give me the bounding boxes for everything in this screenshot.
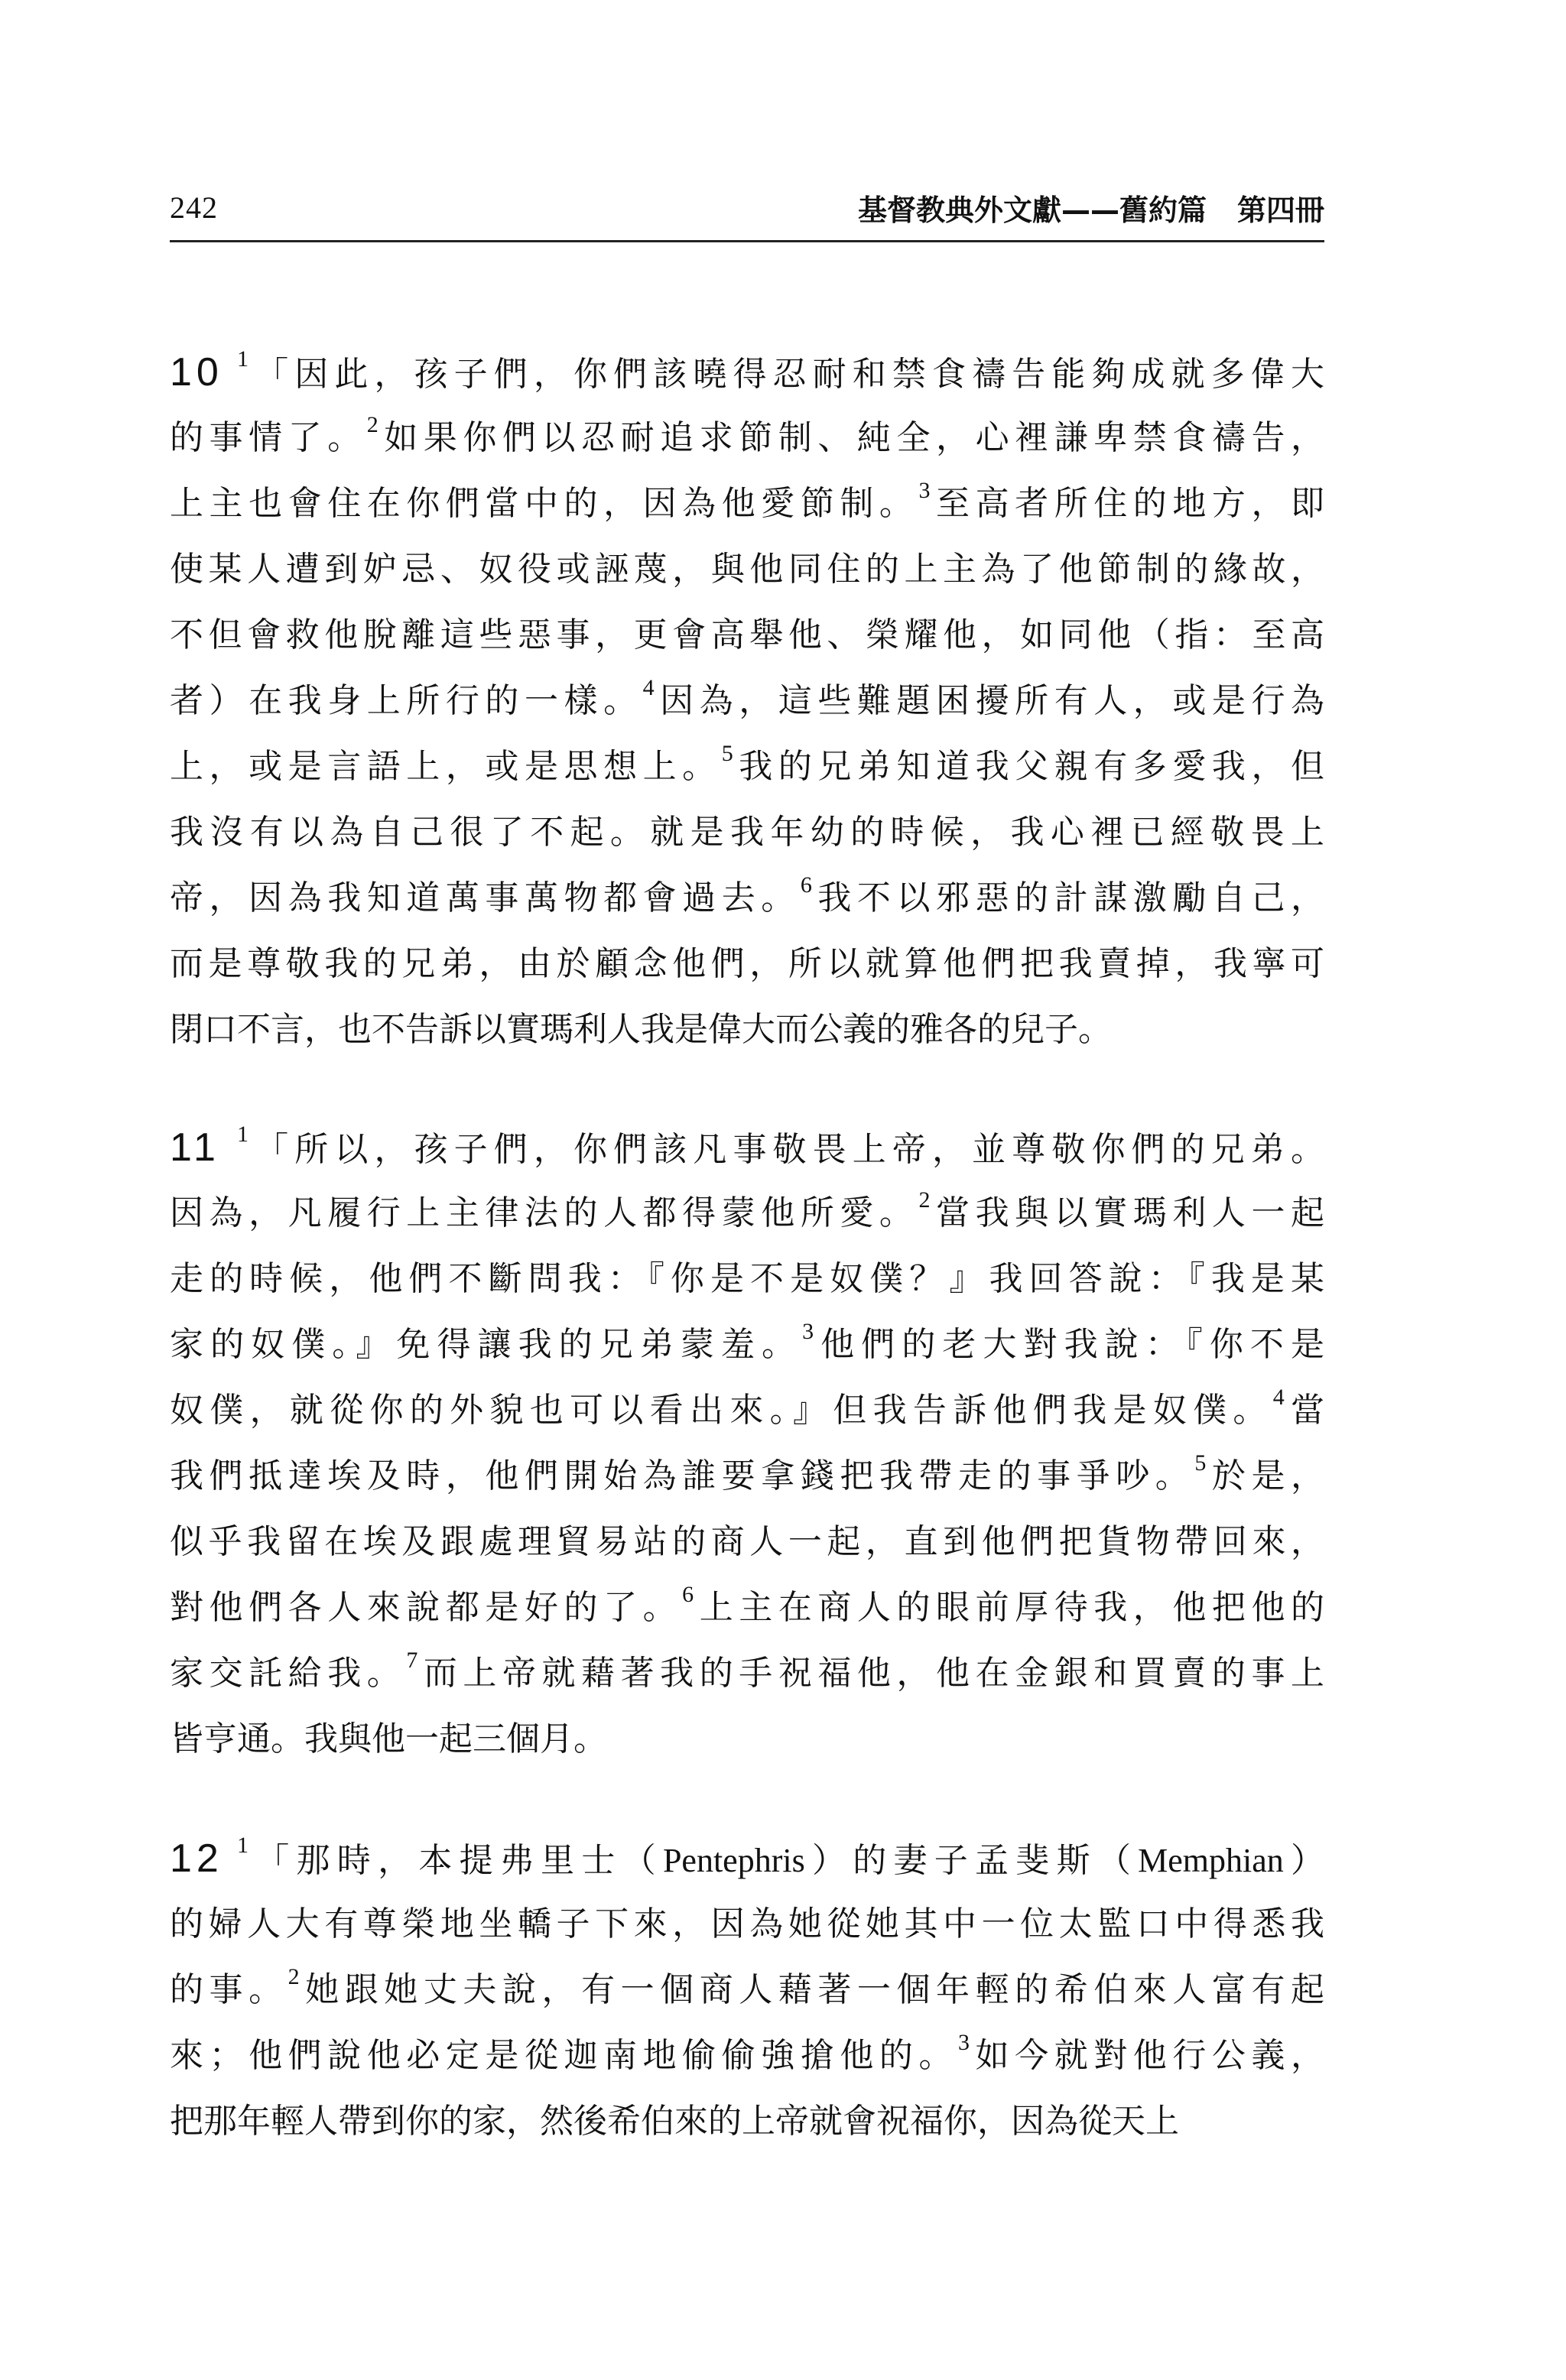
text-line	[170, 931, 1324, 997]
text-segment: 上，或是言語上，或是思想上。	[170, 747, 722, 786]
latin-name: Memphian	[1138, 1842, 1284, 1879]
text-line	[170, 602, 1324, 668]
text-line	[170, 1891, 1324, 1957]
book-title: 基督教典外文獻	[857, 193, 1061, 227]
running-header	[170, 182, 1324, 242]
text-line	[170, 1641, 1324, 1706]
text-line	[170, 2089, 1324, 2154]
text-line	[170, 1115, 1324, 1180]
text-segment: 皆亨通。我與他一起三個月。	[170, 1719, 607, 1758]
text-segment: 我沒有以為自己很了不起。就是我年幼的時候，我心裡已經敬畏上	[170, 813, 1324, 852]
verse-number: 2	[288, 1964, 300, 1989]
text-segment: 「因此，孩子們，你們該曉得忍耐和禁食禱告能夠成就多偉大	[249, 355, 1324, 394]
verse-number: 1	[237, 1122, 249, 1147]
latin-name: Pentephris	[662, 1842, 805, 1879]
text-line	[170, 1575, 1324, 1641]
text-line	[170, 1180, 1324, 1246]
text-segment: 的事情了。	[170, 418, 367, 457]
text-segment: 「所以，孩子們，你們該凡事敬畏上帝，並尊敬你們的兄弟。	[249, 1130, 1324, 1169]
chapter-number: 12	[170, 1836, 223, 1881]
text-line	[170, 997, 1324, 1063]
text-segment: 使某人遭到妒忌、奴役或誣蔑，與他同住的上主為了他節制的緣故，	[170, 550, 1324, 589]
verse-number: 2	[918, 1187, 931, 1213]
text-segment: 而上帝就藉著我的手祝福他，他在金銀和買賣的事上	[417, 1654, 1324, 1693]
text-line	[170, 734, 1324, 800]
verse-number: 3	[958, 2030, 970, 2055]
chapter-12	[170, 1826, 1324, 2154]
text-segment: 走的時候，他們不斷問我：『你是不是奴僕？』我回答說：『我是某	[170, 1259, 1324, 1298]
text-line	[170, 339, 1324, 405]
text-line	[170, 1509, 1324, 1575]
text-segment: ）的妻子孟斐斯（	[804, 1841, 1139, 1880]
text-segment: 他們的老大對我說：『你不是	[814, 1325, 1324, 1364]
text-segment: 上主也會住在你們當中的，因為他愛節制。	[170, 484, 919, 523]
verse-number: 4	[642, 675, 655, 700]
text-segment: 至高者所住的地方，即	[930, 484, 1324, 523]
text-line	[170, 1378, 1324, 1443]
text-line	[170, 471, 1324, 537]
verse-number: 3	[802, 1319, 814, 1344]
text-line	[170, 1957, 1324, 2023]
text-segment: 來；他們說他必定是從迦南地偷偷強搶他的。	[170, 2036, 959, 2075]
text-segment: 「那時，本提弗里士（	[249, 1841, 663, 1880]
volume-title: 第四冊	[1236, 193, 1324, 227]
text-line	[170, 537, 1324, 602]
text-segment: 我不以邪惡的計謀激勵自己，	[811, 878, 1324, 917]
text-segment: 我們抵達埃及時，他們開始為誰要拿錢把我帶走的事爭吵。	[170, 1456, 1195, 1495]
chapter-number: 10	[170, 350, 223, 395]
text-segment: 當	[1284, 1391, 1324, 1430]
text-segment: 的婦人大有尊榮地坐轎子下來，因為她從她其中一位太監口中得悉我	[170, 1904, 1324, 1943]
text-segment: 似乎我留在埃及跟處理貿易站的商人一起，直到他們把貨物帶回來，	[170, 1522, 1324, 1561]
verse-number: 5	[1194, 1450, 1207, 1476]
text-segment: 而是尊敬我的兄弟，由於顧念他們，所以就算他們把我賣掉，我寧可	[170, 944, 1324, 983]
page-number: 242	[170, 190, 218, 225]
text-segment: 當我與以實瑪利人一起	[930, 1193, 1324, 1232]
title-dash: ——	[1061, 193, 1119, 227]
text-segment: 帝，因為我知道萬事萬物都會過去。	[170, 878, 801, 917]
text-segment: 如今就對他行公義，	[970, 2036, 1324, 2075]
text-line	[170, 1443, 1324, 1509]
text-segment: ）	[1283, 1841, 1324, 1880]
chapter-11	[170, 1115, 1324, 1772]
verse-number: 3	[918, 478, 931, 503]
text-segment: 如果你們以忍耐追求節制、純全，心裡謙卑禁食禱告，	[378, 418, 1324, 457]
text-segment: 她跟她丈夫說，有一個商人藉著一個年輕的希伯來人富有起	[299, 1970, 1324, 2009]
text-segment: 家的奴僕。』免得讓我的兄弟蒙羞。	[170, 1325, 803, 1364]
text-segment: 者）在我身上所行的一樣。	[170, 681, 643, 720]
text-line	[170, 405, 1324, 471]
verse-number: 6	[800, 872, 812, 898]
chapter-10	[170, 339, 1324, 1063]
verse-number: 7	[406, 1648, 418, 1673]
chapter-number: 11	[170, 1125, 220, 1170]
text-line	[170, 2023, 1324, 2089]
verse-number: 6	[682, 1582, 694, 1607]
verse-number: 2	[366, 412, 379, 437]
verse-number: 4	[1272, 1385, 1285, 1410]
text-segment: 家交託給我。	[170, 1654, 407, 1693]
verse-number: 1	[237, 346, 249, 372]
text-segment: 把那年輕人帶到你的家，然後希伯來的上帝就會祝福你，因為從天上	[170, 2102, 1179, 2141]
text-segment: 因為，這些難題困擾所有人，或是行為	[654, 681, 1324, 720]
text-segment: 我的兄弟知道我父親有多愛我，但	[733, 747, 1324, 786]
text-segment: 奴僕，就從你的外貌也可以看出來。』但我告訴他們我是奴僕。	[170, 1391, 1273, 1430]
text-segment: 於是，	[1206, 1456, 1324, 1495]
section-title: 舊約篇	[1119, 193, 1207, 227]
text-segment: 上主在商人的眼前厚待我，他把他的	[694, 1588, 1324, 1627]
text-segment: 閉口不言，也不告訴以實瑪利人我是偉大而公義的雅各的兒子。	[170, 1010, 1112, 1049]
text-line	[170, 865, 1324, 931]
text-line	[170, 1312, 1324, 1378]
verse-number: 5	[721, 741, 733, 766]
verse-number: 1	[237, 1833, 249, 1858]
text-line	[170, 1706, 1324, 1772]
text-segment: 對他們各人來說都是好的了。	[170, 1588, 683, 1627]
text-line	[170, 668, 1324, 734]
text-line	[170, 1246, 1324, 1312]
running-title	[858, 187, 1324, 229]
text-segment: 的事。	[170, 1970, 288, 2009]
text-segment: 因為，凡履行上主律法的人都得蒙他所愛。	[170, 1193, 919, 1232]
text-line	[170, 1826, 1324, 1891]
text-segment: 不但會救他脫離這些惡事，更會高舉他、榮耀他，如同他（指：至高	[170, 615, 1324, 654]
text-line	[170, 800, 1324, 865]
